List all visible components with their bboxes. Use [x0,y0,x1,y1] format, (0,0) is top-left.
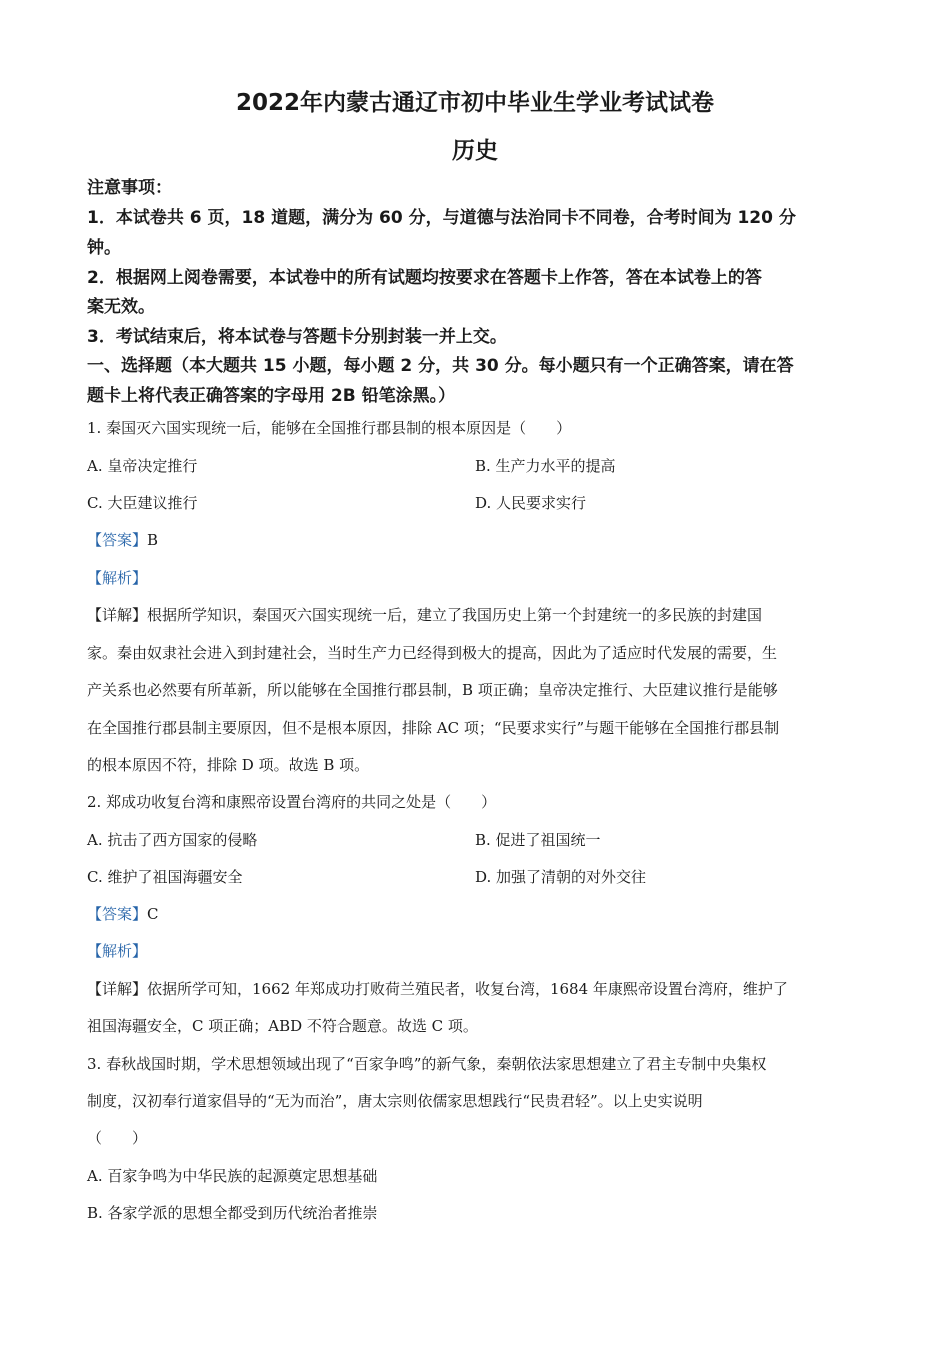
notice-line: 钟。 [87,238,121,258]
option-a: A. 抗击了西方国家的侵略 [87,831,258,849]
option-d: D. 加强了清朝的对外交往 [475,868,647,886]
notice-line: 1．本试卷共 6 页，18 道题，满分为 60 分，与道德与法治同卡不同卷，合考时间为 120 分 [87,208,796,228]
question-stem: 3. 春秋战国时期，学术思想领域出现了“百家争鸣”的新气象，秦朝依法家思想建立了君主专制中央集权 [87,1055,767,1073]
option-a: A. 百家争鸣为中华民族的起源奠定思想基础 [87,1167,378,1185]
option-b: B. 生产力水平的提高 [475,457,616,475]
detail-line: 祖国海疆安全，C 项正确；ABD 不符合题意。故选 C 项。 [87,1017,478,1035]
exam-subject: 历史 [452,138,498,164]
answer-value: B [147,531,159,549]
exam-title: 2022年内蒙古通辽市初中毕业生学业考试试卷 [235,90,714,116]
question-stem: 2. 郑成功收复台湾和康熙帝设置台湾府的共同之处是（ ） [87,793,497,811]
detail-line: 【详解】依据所学可知，1662 年郑成功打败荷兰殖民者，收复台湾，1684 年康熙帝设置台湾府，维护了 [87,980,788,998]
option-b: B. 各家学派的思想全都受到历代统治者推崇 [87,1204,378,1222]
analysis-tag: 【解析】 [87,942,148,960]
detail-line: 的根本原因不符，排除 D 项。故选 B 项。 [87,756,370,774]
notice-line: 2．根据网上阅卷需要，本试卷中的所有试题均按要求在答题卡上作答，答在本试卷上的答 [87,268,762,288]
option-c: C. 大臣建议推行 [87,494,198,512]
answer-tag: 【答案】 [87,905,148,923]
answer-line [87,530,867,550]
notice-heading: 注意事项： [87,178,172,198]
question-stem: 制度，汉初奉行道家倡导的“无为而治”，唐太宗则依儒家思想践行“民贵君轻”。以上史实说明 [87,1092,703,1110]
section-heading: 一、选择题（本大题共 15 小题，每小题 2 分，共 30 分。每小题只有一个正确答案，请在答 [87,356,794,376]
question-stem: （ ） [87,1129,148,1147]
answer-tag: 【答案】 [87,531,148,549]
option-c: C. 维护了祖国海疆安全 [87,868,243,886]
option-b: B. 促进了祖国统一 [475,831,601,849]
detail-line: 【详解】根据所学知识，秦国灭六国实现统一后，建立了我国历史上第一个封建统一的多民族的封建国 [87,606,763,624]
answer-value: C [147,905,159,923]
notice-line: 案无效。 [87,297,155,317]
answer-line [87,904,867,924]
detail-line: 家。秦由奴隶社会进入到封建社会，当时生产力已经得到极大的提高，因此为了适应时代发展的需要，生 [87,644,778,662]
detail-line: 产关系也必然要有所革新，所以能够在全国推行郡县制，B 项正确；皇帝决定推行、大臣建议推行是能够 [87,681,778,699]
option-a: A. 皇帝决定推行 [87,457,198,475]
analysis-tag: 【解析】 [87,569,148,587]
detail-line: 在全国推行郡县制主要原因，但不是根本原因，排除 AC 项；“民要求实行”与题干能够在全国推行郡县制 [87,719,780,737]
question-stem: 1. 秦国灭六国实现统一后，能够在全国推行郡县制的根本原因是（ ） [87,419,572,437]
notice-line: 3．考试结束后，将本试卷与答题卡分别封装一并上交。 [87,327,507,347]
section-heading: 题卡上将代表正确答案的字母用 2B 铅笔涂黑。） [87,386,456,406]
option-d: D. 人民要求实行 [475,494,587,512]
